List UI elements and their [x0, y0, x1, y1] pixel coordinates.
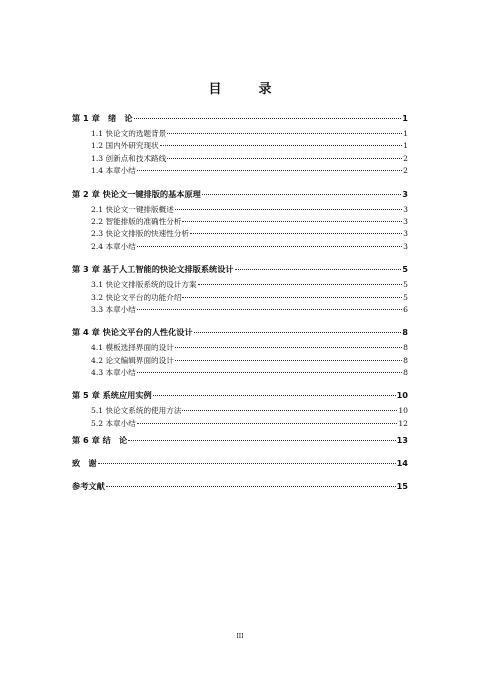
toc-section-label: 1.1 快论文的选题背景 [91, 129, 167, 138]
toc-page-number: 8 [403, 343, 408, 353]
dot-leader [198, 284, 403, 285]
toc-chapter-label: 第 4 章 快论文平台的人性化设计 [72, 327, 193, 338]
dot-leader [137, 246, 402, 247]
toc-page-number: 15 [396, 481, 408, 492]
toc-section-1-2[interactable] [72, 140, 408, 152]
toc-section-3-2[interactable] [72, 292, 408, 304]
toc-chapter-6[interactable] [72, 434, 408, 447]
toc-section-label: 2.3 快论文排版的快速性分析 [91, 229, 190, 239]
toc-chapter-1[interactable] [72, 112, 408, 125]
toc-references[interactable] [72, 480, 408, 493]
toc-chapter-label: 参考文献 [72, 481, 105, 492]
dot-leader [153, 395, 396, 396]
toc-page-number: 1 [402, 113, 408, 123]
toc-page-number: 2 [403, 166, 408, 176]
toc-section-label: 3.2 快论文平台的功能介绍 [91, 292, 182, 302]
dot-leader [190, 233, 402, 234]
dot-leader [194, 332, 402, 333]
toc-page-number: 3 [403, 216, 408, 226]
dot-leader [182, 297, 402, 298]
toc-section-label: 1.2 国内外研究现状 [91, 141, 159, 151]
toc-section-4-1[interactable] [72, 342, 408, 354]
dot-leader [182, 410, 397, 411]
toc-chapter-2[interactable] [72, 188, 408, 201]
toc-page-number: 5 [402, 264, 408, 275]
toc-section-label: 4.1 模板选择界面的设计 [91, 343, 174, 353]
toc-chapter-label: 第 2 章 快论文一键排版的基本原理 [72, 188, 201, 199]
toc-page-number: 5 [403, 280, 408, 290]
toc-chapter-label: 第 5 章 系统应用实例 [72, 390, 152, 401]
dot-leader [137, 170, 402, 171]
toc-page-number: 5 [403, 292, 408, 302]
toc-chapter-5[interactable] [72, 389, 408, 402]
toc-section-5-1[interactable] [72, 405, 408, 417]
toc-title: 目 录 [208, 82, 284, 97]
dot-leader [167, 158, 402, 159]
toc-page-number: 3 [402, 188, 408, 199]
toc-page-number: 8 [402, 327, 408, 338]
dot-leader [106, 486, 396, 487]
toc-section-2-3[interactable] [72, 228, 408, 240]
dot-leader [137, 309, 402, 310]
toc-section-label: 3.1 快论文排版系统的设计方案 [91, 280, 197, 290]
toc-section-4-3[interactable] [72, 367, 408, 379]
dot-leader [128, 440, 395, 441]
dot-leader [202, 194, 401, 195]
page-number: III [236, 633, 244, 640]
dot-leader [137, 423, 397, 424]
toc-section-5-2[interactable] [72, 418, 408, 430]
toc-page-number: 3 [403, 229, 408, 239]
toc-chapter-label: 第 1 章 绪 论 [72, 113, 133, 123]
toc-section-label: 2.2 智能排版的准确性分析 [91, 216, 182, 226]
dot-leader [235, 269, 402, 270]
toc-section-label: 5.1 快论文系统的使用方法 [91, 406, 182, 416]
toc-page-number: 6 [403, 304, 408, 314]
table-of-contents [72, 112, 408, 493]
toc-section-label: 3.3 本章小结 [91, 304, 136, 314]
toc-section-3-1[interactable] [72, 279, 408, 291]
toc-chapter-label: 第 3 章 基于人工智能的快论文排版系统设计 [72, 264, 234, 275]
dot-leader [134, 118, 402, 119]
toc-chapter-label: 致 谢 [72, 458, 97, 469]
toc-page-number: 10 [398, 406, 408, 416]
toc-page-number: 1 [403, 141, 408, 151]
toc-section-4-2[interactable] [72, 355, 408, 367]
toc-section-label: 4.2 论文编辑界面的设计 [91, 355, 174, 365]
dot-leader [175, 209, 402, 210]
toc-section-label: 1.3 创新点和技术路线 [91, 153, 167, 163]
dot-leader [137, 372, 402, 373]
toc-page-number: 3 [403, 204, 408, 214]
toc-page-number: 2 [403, 153, 408, 163]
dot-leader [175, 347, 402, 348]
toc-section-2-2[interactable] [72, 216, 408, 228]
toc-page-number: 8 [403, 355, 408, 365]
toc-chapter-4[interactable] [72, 326, 408, 339]
dot-leader [167, 133, 402, 134]
toc-section-label: 2.4 本章小结 [91, 241, 136, 251]
toc-page-number: 1 [403, 129, 408, 138]
toc-page-number: 13 [396, 435, 408, 446]
toc-page-number: 14 [396, 458, 408, 469]
toc-chapter-label: 第 6 章 结 论 [72, 435, 128, 446]
toc-section-label: 1.4 本章小结 [91, 166, 136, 176]
toc-page-number: 8 [403, 368, 408, 378]
toc-chapter-3[interactable] [72, 263, 408, 276]
toc-page-number: 12 [398, 418, 408, 428]
toc-section-3-3[interactable] [72, 304, 408, 316]
toc-acknowledgements[interactable] [72, 457, 408, 470]
dot-leader [160, 145, 403, 146]
toc-section-2-1[interactable] [72, 204, 408, 216]
dot-leader [182, 221, 402, 222]
toc-section-label: 5.2 本章小结 [91, 418, 136, 428]
toc-section-label: 2.1 快论文一键排版概述 [91, 204, 174, 214]
dot-leader [175, 360, 402, 361]
toc-section-1-1[interactable] [72, 128, 408, 140]
toc-page-number: 3 [403, 241, 408, 251]
toc-section-1-4[interactable] [72, 165, 408, 177]
toc-section-2-4[interactable] [72, 241, 408, 253]
toc-section-label: 4.3 本章小结 [91, 368, 136, 378]
toc-section-1-3[interactable] [72, 153, 408, 165]
dot-leader [98, 463, 396, 464]
toc-page-number: 10 [396, 390, 408, 401]
